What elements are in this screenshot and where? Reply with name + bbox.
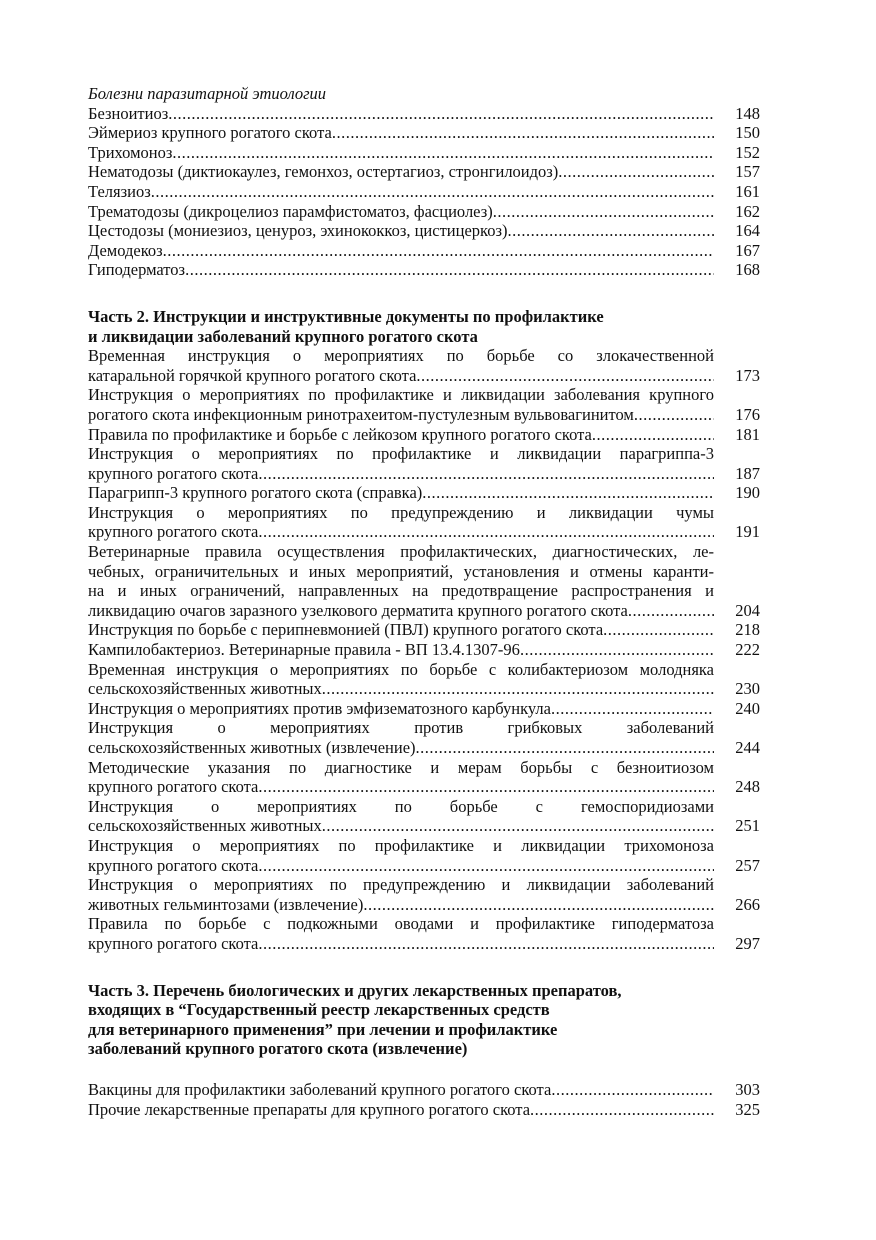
dot-leader: [520, 640, 714, 660]
toc-entry-last-line: [88, 738, 714, 758]
toc-entry-text: крупного рогатого скота: [88, 933, 259, 953]
toc-entry-text: Инструкция о мероприятиях против грибковых заболеваний: [88, 718, 714, 738]
toc-entry-text: Парагрипп-3 крупного рогатого скота (справка): [88, 483, 423, 503]
toc-entry[interactable]: [88, 241, 760, 261]
toc-entry[interactable]: [88, 123, 760, 143]
toc-entry-text: сельскохозяйственных животных: [88, 679, 322, 699]
dot-leader: [163, 241, 714, 261]
toc-entry-last-line: [88, 816, 714, 836]
page-number: 150: [735, 123, 760, 143]
section-title: Болезни паразитарной этиологии: [88, 84, 327, 103]
toc-entry-last-line: [88, 522, 714, 542]
toc-entry-text: Телязиоз: [88, 181, 151, 201]
toc-entry-last-line: [88, 405, 714, 425]
toc-entry-text: Инструкция о мероприятиях по предупреждению и ликвидации заболеваний: [88, 875, 714, 895]
page-number: 257: [735, 855, 760, 875]
dot-leader: [592, 425, 714, 445]
dot-leader: [363, 895, 714, 915]
toc-entry-text: крупного рогатого скота: [88, 463, 259, 483]
toc-entry-last-line: [88, 123, 714, 143]
toc-entry[interactable]: [88, 182, 760, 202]
toc-entry-last-line: [88, 221, 714, 241]
dot-leader: [322, 679, 714, 699]
toc-entry[interactable]: [88, 221, 760, 241]
toc-entry[interactable]: [88, 385, 760, 424]
page-number: 187: [735, 463, 760, 483]
dot-leader: [530, 1100, 714, 1120]
part-heading-line: заболеваний крупного рогатого скота (извлечение): [88, 1039, 468, 1059]
toc-list-part-3: [88, 1080, 760, 1119]
dot-leader: [416, 366, 714, 386]
page-number: 176: [735, 404, 760, 424]
dot-leader: [558, 162, 714, 182]
toc-entry-last-line: [88, 934, 714, 954]
dot-leader: [258, 522, 714, 542]
toc-entry-last-line: [88, 699, 714, 719]
dot-leader: [422, 483, 714, 503]
dot-leader: [416, 738, 714, 758]
toc-entry-text: Методические указания по диагностике и мерам борьбы с безноитиозом: [88, 757, 714, 777]
toc-entry-text: животных гельминтозами (извлечение): [88, 894, 364, 914]
part-heading-line: Часть 3. Перечень биологических и других лекарственных препаратов,: [88, 980, 622, 1000]
page-number: 191: [735, 522, 760, 542]
toc-entry[interactable]: [88, 640, 760, 660]
toc-entry[interactable]: [88, 503, 760, 542]
page-number: 173: [735, 365, 760, 385]
toc-entry[interactable]: [88, 797, 760, 836]
toc-entry-text: Безноитиоз: [88, 103, 169, 123]
page-number: 204: [735, 600, 760, 620]
toc-entry-text: сельскохозяйственных животных (извлечение): [88, 738, 416, 757]
page-number: 244: [735, 738, 760, 757]
page-number: 251: [735, 816, 760, 836]
toc-entry[interactable]: [88, 542, 760, 620]
toc-entry-text: Инструкция о мероприятиях по борьбе с гемоспоридиозами: [88, 796, 714, 816]
spacer: [88, 1059, 760, 1080]
toc-entry[interactable]: [88, 660, 760, 699]
dot-leader: [493, 202, 714, 222]
toc-entry-last-line: [88, 679, 714, 699]
toc-entry[interactable]: [88, 699, 760, 719]
toc-entry[interactable]: [88, 1080, 760, 1100]
toc-entry-text: Временная инструкция о мероприятиях по борьбе с колибактериозом молодняка: [88, 659, 714, 679]
page-number: 325: [735, 1099, 760, 1119]
toc-entry-text: Инструкция о мероприятиях против эмфизематозного карбункула: [88, 698, 551, 718]
toc-entry-last-line: [88, 620, 714, 640]
toc-entry[interactable]: [88, 836, 760, 875]
toc-entry-text: Трихомоноз: [88, 142, 173, 162]
page-number: 230: [735, 679, 760, 699]
toc-entry-last-line: [88, 640, 714, 660]
toc-entry-text: Цестодозы (мониезиоз, ценуроз, эхинококкоз, цистицеркоз): [88, 221, 508, 241]
toc-entry[interactable]: [88, 875, 760, 914]
toc-entry-last-line: [88, 104, 714, 124]
dot-leader: [172, 143, 714, 163]
page-number: 181: [735, 424, 760, 444]
toc-entry-text: Нематодозы (диктиокаулез, гемонхоз, остертагиоз, стронгилоидоз): [88, 162, 559, 182]
dot-leader: [332, 123, 714, 143]
spacer: [88, 954, 760, 981]
part-2-heading: [88, 307, 760, 346]
toc-entry[interactable]: [88, 202, 760, 222]
toc-entry-last-line: [88, 182, 714, 202]
toc-entry-last-line: [88, 425, 714, 445]
toc-entry[interactable]: [88, 914, 760, 953]
toc-entry[interactable]: [88, 104, 760, 124]
toc-entry-last-line: [88, 601, 714, 621]
dot-leader: [151, 182, 714, 202]
toc-entry[interactable]: [88, 143, 760, 163]
toc-entry-text: чебных, ограничительных и иных мероприятий, установления и отмены каранти-: [88, 561, 714, 581]
dot-leader: [551, 699, 714, 719]
toc-entry-last-line: [88, 1100, 714, 1120]
toc-entry-text: сельскохозяйственных животных: [88, 816, 322, 836]
part-heading-line: Часть 2. Инструкции и инструктивные документы по профилактике: [88, 306, 604, 326]
toc-entry[interactable]: [88, 260, 760, 280]
page-number: 266: [735, 894, 760, 914]
dot-leader: [185, 260, 714, 280]
spacer: [88, 280, 760, 307]
toc-list-parasitic: [88, 104, 760, 280]
toc-entry-last-line: [88, 895, 714, 915]
toc-entry[interactable]: [88, 162, 760, 182]
page-number: 240: [735, 698, 760, 718]
toc-entry-text: Инструкция по борьбе с перипневмонией (ПВЛ) крупного рогатого скота: [88, 620, 604, 640]
toc-entry[interactable]: [88, 483, 760, 503]
dot-leader: [258, 777, 714, 797]
toc-entry[interactable]: [88, 425, 760, 445]
toc-entry-text: Трематодозы (дикроцелиоз парамфистоматоз, фасциолез): [88, 201, 493, 221]
dot-leader: [258, 464, 714, 484]
page-number: 297: [735, 933, 760, 953]
toc-entry[interactable]: [88, 1100, 760, 1120]
toc-entry-text: рогатого скота инфекционным ринотрахеитом-пустулезным вульвовагинитом: [88, 404, 634, 424]
toc-entry-last-line: [88, 1080, 714, 1100]
toc-entry-text: крупного рогатого скота: [88, 855, 259, 875]
page-number: 168: [735, 260, 760, 280]
toc-entry[interactable]: [88, 718, 760, 757]
toc-entry-text: Кампилобактериоз. Ветеринарные правила - ВП 13.4.1307-96: [88, 640, 520, 660]
toc-entry-text: крупного рогатого скота: [88, 522, 259, 542]
page-number: 222: [735, 640, 760, 660]
toc-entry-last-line: [88, 202, 714, 222]
part-heading-line: входящих в “Государственный реестр лекарственных средств: [88, 1000, 550, 1020]
toc-entry-text: Гиподерматоз: [88, 260, 186, 280]
page-number: 218: [735, 620, 760, 640]
dot-leader: [258, 934, 714, 954]
toc-entry[interactable]: [88, 620, 760, 640]
toc-entry-text: Эймериоз крупного рогатого скота: [88, 123, 332, 143]
dot-leader: [507, 221, 714, 241]
page-number: 162: [735, 201, 760, 221]
dot-leader: [258, 856, 714, 876]
toc-entry-text: Инструкция о мероприятиях по профилактике и ликвидации трихомоноза: [88, 835, 714, 855]
toc-entry-last-line: [88, 483, 714, 503]
page-number: 167: [735, 240, 760, 260]
page-number: 164: [735, 221, 760, 241]
page-number: 190: [735, 483, 760, 503]
page-number: 161: [735, 181, 760, 201]
table-of-contents: [88, 84, 760, 1119]
toc-entry-last-line: [88, 366, 714, 386]
part-3-heading: [88, 981, 760, 1059]
dot-leader: [322, 816, 714, 836]
toc-entry-text: Вакцины для профилактики заболеваний крупного рогатого скота: [88, 1079, 552, 1099]
toc-entry-text: крупного рогатого скота: [88, 777, 259, 797]
page-number: 157: [735, 162, 760, 182]
toc-entry-text: Временная инструкция о мероприятиях по борьбе со злокачественной: [88, 346, 714, 366]
toc-entry-text: Правила по борьбе с подкожными оводами и профилактике гиподерматоза: [88, 914, 714, 934]
toc-entry-last-line: [88, 856, 714, 876]
toc-entry-text: на и иных ограничений, направленных на предотвращение распространения и: [88, 581, 714, 601]
part-heading-line: и ликвидации заболеваний крупного рогатого скота: [88, 326, 478, 346]
dot-leader: [603, 620, 714, 640]
toc-entry[interactable]: [88, 346, 760, 385]
toc-entry-text: Правила по профилактике и борьбе с лейкозом крупного рогатого скота: [88, 424, 592, 444]
toc-entry-last-line: [88, 162, 714, 182]
toc-entry-text: Инструкция о мероприятиях по профилактике и ликвидации парагриппа-3: [88, 444, 714, 464]
toc-entry-last-line: [88, 241, 714, 261]
page-number: 148: [735, 103, 760, 123]
dot-leader: [628, 601, 714, 621]
page-number: 248: [735, 777, 760, 797]
toc-entry-text: Прочие лекарственные препараты для крупного рогатого скота: [88, 1099, 531, 1119]
toc-entry[interactable]: [88, 758, 760, 797]
page-number: 152: [735, 142, 760, 162]
toc-entry-last-line: [88, 143, 714, 163]
toc-entry-text: ликвидацию очагов заразного узелкового дерматита крупного рогатого скота: [88, 600, 628, 620]
toc-entry-text: катаральной горячкой крупного рогатого скота: [88, 365, 417, 385]
dot-leader: [168, 104, 714, 124]
page-number: 303: [735, 1079, 760, 1099]
toc-entry-text: Инструкция о мероприятиях по профилактике и ликвидации заболевания крупного: [88, 385, 714, 405]
toc-list-part-2: [88, 346, 760, 953]
toc-entry-text: Ветеринарные правила осуществления профилактических, диагностических, ле-: [88, 542, 714, 562]
toc-entry-last-line: [88, 777, 714, 797]
toc-entry-last-line: [88, 260, 714, 280]
toc-entry[interactable]: [88, 444, 760, 483]
toc-entry-text: Инструкция о мероприятиях по предупреждению и ликвидации чумы: [88, 502, 714, 522]
toc-entry-text: Демодекоз: [88, 240, 163, 260]
dot-leader: [634, 405, 714, 425]
toc-entry-last-line: [88, 464, 714, 484]
part-heading-line: для ветеринарного применения” при лечении и профилактике: [88, 1019, 558, 1039]
dot-leader: [551, 1080, 714, 1100]
